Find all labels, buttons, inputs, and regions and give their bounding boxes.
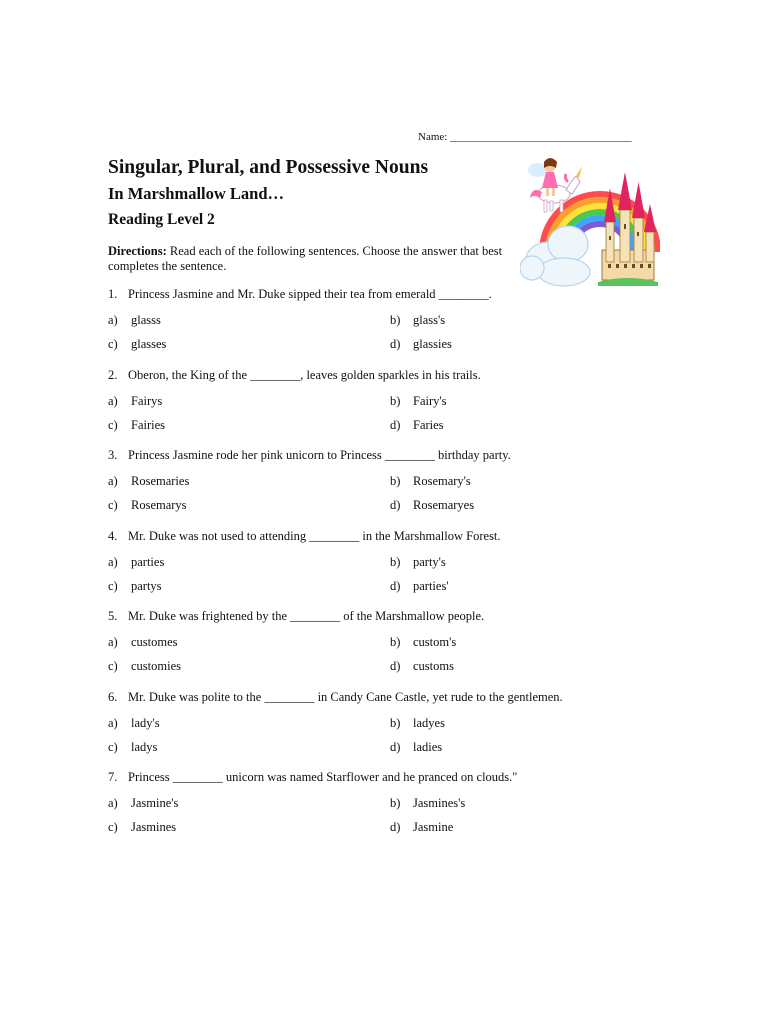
question-number: 5.: [108, 609, 118, 623]
option-letter: c): [108, 337, 118, 351]
question-text: Mr. Duke was not used to attending ________ in the Marshmallow Forest.: [128, 528, 501, 543]
option-text: Jasmine: [413, 820, 454, 834]
question-6: [108, 690, 563, 705]
option-text: parties': [413, 578, 449, 593]
option-text: Fairy's: [413, 393, 447, 408]
answer-option[interactable]: [390, 796, 465, 811]
question-text: Princess Jasmine rode her pink unicorn to Princess ________ birthday party.: [128, 448, 511, 462]
option-letter: a): [108, 474, 118, 488]
answer-option[interactable]: [108, 796, 178, 811]
answer-option[interactable]: [390, 313, 445, 328]
option-text: ladies: [413, 739, 443, 754]
question-7: [108, 770, 517, 785]
option-letter: b): [390, 635, 401, 649]
answer-option[interactable]: [390, 498, 474, 513]
option-letter: a): [108, 393, 118, 408]
option-text: Rosemary's: [413, 474, 471, 488]
option-letter: b): [390, 393, 401, 408]
question-number: 1.: [108, 287, 118, 301]
option-text: glass's: [413, 313, 446, 327]
question-text: Mr. Duke was polite to the ________ in Candy Cane Castle, yet rude to the gentlemen.: [128, 689, 563, 704]
option-letter: c): [108, 820, 118, 834]
option-text: glasss: [131, 313, 161, 327]
answer-option[interactable]: [108, 820, 176, 835]
question-number: 6.: [108, 689, 118, 704]
answer-option[interactable]: [390, 474, 471, 489]
option-letter: a): [108, 635, 118, 649]
option-text: ladys: [131, 739, 158, 754]
option-letter: d): [390, 820, 401, 834]
option-letter: d): [390, 659, 401, 673]
directions-label: Directions:: [108, 244, 167, 258]
answer-option[interactable]: [108, 740, 157, 755]
question-number: 2.: [108, 367, 118, 382]
worksheet-title: Singular, Plural, and Possessive Nouns: [108, 157, 429, 178]
option-text: Jasmines's: [413, 796, 466, 810]
option-text: Fairys: [131, 393, 163, 408]
answer-option[interactable]: [108, 579, 162, 594]
option-letter: a): [108, 715, 118, 730]
answer-option[interactable]: [390, 337, 452, 352]
option-text: customs: [413, 659, 454, 673]
option-letter: c): [108, 417, 118, 432]
option-text: ladyes: [413, 715, 445, 730]
option-letter: c): [108, 578, 118, 593]
answer-option[interactable]: [390, 394, 447, 409]
option-letter: a): [108, 313, 118, 327]
option-text: Rosemarys: [131, 498, 187, 512]
question-3: [108, 448, 511, 463]
option-letter: a): [108, 796, 118, 810]
option-letter: d): [390, 417, 401, 432]
option-letter: d): [390, 498, 401, 512]
directions-paragraph: [108, 244, 518, 274]
answer-option[interactable]: [390, 579, 449, 594]
option-text: lady's: [131, 715, 160, 730]
question-4: [108, 529, 501, 544]
answer-option[interactable]: [108, 635, 178, 650]
option-letter: b): [390, 715, 401, 730]
answer-option[interactable]: [390, 716, 445, 731]
question-number: 3.: [108, 448, 118, 462]
question-number: 7.: [108, 770, 118, 784]
answer-option[interactable]: [108, 418, 165, 433]
option-text: glassies: [413, 337, 452, 351]
answer-option[interactable]: [108, 555, 164, 570]
question-1: [108, 287, 492, 302]
answer-option[interactable]: [108, 313, 161, 328]
option-letter: b): [390, 796, 401, 810]
question-text: Princess ________ unicorn was named Starflower and he pranced on clouds.": [128, 770, 518, 784]
answer-option[interactable]: [390, 740, 442, 755]
option-letter: b): [390, 474, 401, 488]
option-text: Jasmines: [131, 820, 177, 834]
answer-option[interactable]: [108, 394, 162, 409]
answer-option[interactable]: [390, 635, 456, 650]
fairy-unicorn-rainbow-castle-illustration: [520, 152, 660, 290]
question-text: Princess Jasmine and Mr. Duke sipped their tea from emerald ________.: [128, 287, 492, 301]
name-field-label: Name: _________________________________: [418, 131, 632, 143]
answer-option[interactable]: [108, 474, 189, 489]
option-letter: b): [390, 554, 401, 569]
answer-option[interactable]: [108, 337, 166, 352]
option-letter: d): [390, 337, 401, 351]
option-letter: d): [390, 578, 401, 593]
answer-option[interactable]: [108, 716, 160, 731]
option-letter: c): [108, 498, 118, 512]
option-text: party's: [413, 554, 446, 569]
option-text: Faries: [413, 417, 444, 432]
question-number: 4.: [108, 528, 118, 543]
option-letter: a): [108, 554, 118, 569]
option-text: partys: [131, 578, 162, 593]
option-letter: c): [108, 739, 118, 754]
option-text: custom's: [413, 635, 457, 649]
worksheet-subtitle: In Marshmallow Land…: [108, 184, 285, 203]
question-2: [108, 368, 481, 383]
option-text: parties: [131, 554, 165, 569]
option-text: customies: [131, 659, 181, 673]
answer-option[interactable]: [390, 555, 446, 570]
option-text: Rosemaryes: [413, 498, 475, 512]
option-text: glasses: [131, 337, 167, 351]
directions-text: Read each of the following sentences. Choose the answer that best completes the sentence.: [108, 244, 503, 273]
reading-level-heading: Reading Level 2: [108, 211, 215, 228]
question-text: Oberon, the King of the ________, leaves golden sparkles in his trails.: [128, 367, 481, 382]
option-text: Rosemaries: [131, 474, 190, 488]
answer-option[interactable]: [108, 659, 181, 674]
option-text: Fairies: [131, 417, 166, 432]
answer-option[interactable]: [390, 820, 453, 835]
answer-option[interactable]: [390, 418, 444, 433]
option-letter: b): [390, 313, 401, 327]
option-text: customes: [131, 635, 178, 649]
answer-option[interactable]: [390, 659, 454, 674]
option-letter: c): [108, 659, 118, 673]
answer-option[interactable]: [108, 498, 187, 513]
question-text: Mr. Duke was frightened by the ________ of the Marshmallow people.: [128, 609, 485, 623]
option-text: Jasmine's: [131, 796, 179, 810]
question-5: [108, 609, 484, 624]
option-letter: d): [390, 739, 401, 754]
